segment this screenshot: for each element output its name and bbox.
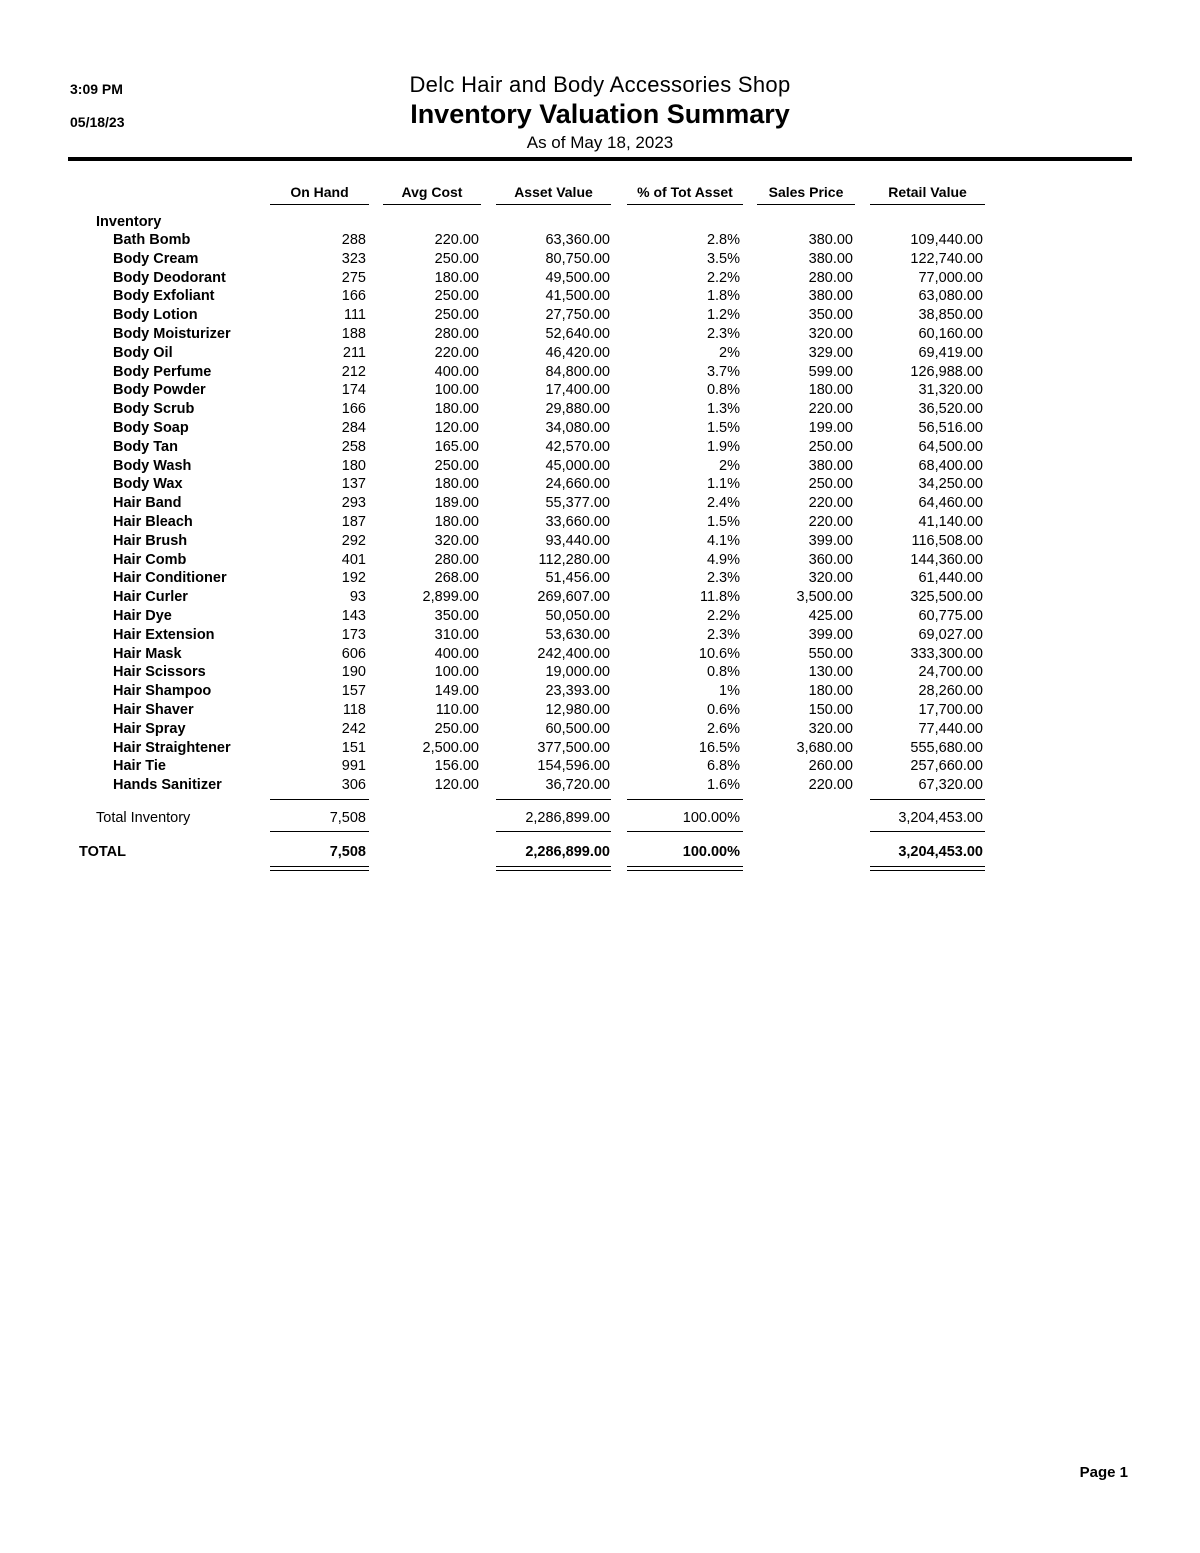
- item-avg-cost: 120.00: [434, 777, 479, 794]
- item-name: Hair Spray: [113, 720, 186, 737]
- item-name: Hair Bleach: [113, 514, 193, 530]
- item-sales-price: 199.00: [808, 420, 853, 436]
- item-asset-value: 50,050.00: [545, 608, 610, 624]
- item-name: Body Lotion: [113, 307, 198, 324]
- item-asset-value: 19,000.00: [545, 664, 610, 681]
- item-pct: 1.2%: [706, 307, 740, 324]
- subtotal-rule: [870, 799, 985, 800]
- item-pct: 4.9%: [706, 551, 740, 568]
- item-name: Hair Tie: [113, 758, 166, 775]
- item-on-hand: 242: [341, 720, 366, 737]
- item-pct: 1.9%: [706, 438, 740, 455]
- total-on-hand: 7,508: [329, 844, 366, 860]
- total-double-rule-bottom: [270, 870, 369, 871]
- subtotal-rule: [627, 799, 743, 800]
- item-on-hand: 401: [341, 551, 366, 568]
- item-avg-cost: 310.00: [434, 626, 479, 643]
- item-retail-value: 64,460.00: [918, 495, 983, 512]
- item-pct: 2.2%: [706, 269, 740, 286]
- item-name: Hair Extension: [113, 626, 215, 643]
- item-pct: 0.8%: [706, 664, 740, 681]
- company-name: Delc Hair and Body Accessories Shop: [409, 72, 791, 97]
- item-avg-cost: 268.00: [434, 570, 479, 587]
- item-name: Body Cream: [113, 250, 199, 267]
- item-name: Hair Mask: [113, 645, 182, 662]
- item-retail-value: 69,027.00: [918, 626, 983, 643]
- item-retail-value: 257,660.00: [910, 758, 983, 775]
- item-name: Hair Straightener: [113, 739, 231, 756]
- item-avg-cost: 250.00: [434, 307, 479, 324]
- item-retail-value: 144,360.00: [910, 551, 983, 568]
- item-retail-value: 60,775.00: [918, 608, 983, 624]
- item-asset-value: 93,440.00: [545, 532, 610, 549]
- item-asset-value: 27,750.00: [545, 307, 610, 324]
- item-retail-value: 77,000.00: [918, 269, 983, 286]
- item-asset-value: 45,000.00: [545, 457, 610, 474]
- item-avg-cost: 100.00: [434, 382, 479, 399]
- item-name: Hair Scissors: [113, 664, 206, 681]
- item-retail-value: 69,419.00: [918, 344, 983, 361]
- item-asset-value: 80,750.00: [545, 250, 610, 267]
- item-pct: 2.2%: [706, 608, 740, 624]
- item-name: Body Soap: [113, 420, 189, 436]
- item-pct: 2%: [719, 457, 740, 474]
- item-pct: 3.5%: [706, 250, 740, 267]
- item-asset-value: 60,500.00: [545, 720, 610, 737]
- total-pct: 100.00%: [682, 844, 740, 860]
- item-avg-cost: 156.00: [434, 758, 479, 775]
- item-name: Hair Curler: [113, 589, 188, 606]
- item-pct: 2.4%: [706, 495, 740, 512]
- subtotal-pct: 100.00%: [682, 810, 740, 826]
- item-retail-value: 122,740.00: [910, 250, 983, 267]
- item-on-hand: 173: [341, 626, 366, 643]
- item-sales-price: 280.00: [808, 269, 853, 286]
- item-asset-value: 36,720.00: [545, 777, 610, 794]
- item-retail-value: 63,080.00: [918, 288, 983, 305]
- subtotal-asset-value: 2,286,899.00: [525, 810, 610, 826]
- item-name: Body Moisturizer: [113, 326, 231, 342]
- total-double-rule-top: [870, 866, 985, 867]
- item-asset-value: 23,393.00: [545, 683, 610, 700]
- item-on-hand: 258: [341, 438, 366, 455]
- item-name: Hair Dye: [113, 608, 172, 624]
- item-avg-cost: 280.00: [434, 551, 479, 568]
- item-name: Body Oil: [113, 344, 173, 361]
- item-avg-cost: 120.00: [434, 420, 479, 436]
- item-on-hand: 187: [341, 514, 366, 530]
- item-pct: 3.7%: [706, 363, 740, 380]
- item-on-hand: 292: [341, 532, 366, 549]
- item-asset-value: 46,420.00: [545, 344, 610, 361]
- item-pct: 16.5%: [698, 739, 740, 756]
- column-header-underline: [870, 204, 985, 205]
- item-sales-price: 250.00: [808, 476, 853, 493]
- item-on-hand: 151: [341, 739, 366, 756]
- item-asset-value: 52,640.00: [545, 326, 610, 342]
- column-header-underline: [757, 204, 855, 205]
- item-name: Body Deodorant: [113, 269, 226, 286]
- item-asset-value: 269,607.00: [537, 589, 610, 606]
- item-name: Body Wax: [113, 476, 183, 493]
- item-avg-cost: 250.00: [434, 288, 479, 305]
- subtotal-retail-value: 3,204,453.00: [898, 810, 983, 826]
- item-pct: 4.1%: [706, 532, 740, 549]
- item-retail-value: 116,508.00: [911, 532, 983, 549]
- subtotal-rule: [270, 799, 369, 800]
- item-asset-value: 24,660.00: [545, 476, 610, 493]
- item-avg-cost: 2,899.00: [422, 589, 479, 606]
- item-sales-price: 130.00: [808, 664, 853, 681]
- item-pct: 1.5%: [706, 514, 740, 530]
- column-header-sales-price: Sales Price: [768, 184, 844, 200]
- item-name: Body Wash: [113, 457, 192, 474]
- item-sales-price: 3,500.00: [796, 589, 853, 606]
- item-asset-value: 154,596.00: [537, 758, 610, 775]
- item-pct: 2.3%: [706, 570, 740, 587]
- item-on-hand: 212: [341, 363, 366, 380]
- item-asset-value: 53,630.00: [545, 626, 610, 643]
- item-sales-price: 3,680.00: [796, 739, 853, 756]
- item-avg-cost: 189.00: [434, 495, 479, 512]
- total-double-rule-top: [270, 866, 369, 867]
- item-on-hand: 306: [341, 777, 366, 794]
- total-rule: [870, 831, 985, 832]
- item-on-hand: 143: [341, 608, 366, 624]
- item-pct: 10.6%: [698, 645, 740, 662]
- item-sales-price: 260.00: [808, 758, 853, 775]
- item-name: Body Exfoliant: [113, 288, 215, 305]
- item-sales-price: 320.00: [808, 326, 853, 342]
- item-retail-value: 555,680.00: [910, 739, 983, 756]
- item-on-hand: 166: [341, 288, 366, 305]
- item-sales-price: 220.00: [808, 401, 853, 418]
- item-avg-cost: 400.00: [434, 363, 479, 380]
- item-retail-value: 333,300.00: [910, 645, 983, 662]
- item-name: Hair Shaver: [113, 702, 194, 718]
- total-rule: [627, 831, 743, 832]
- item-avg-cost: 180.00: [434, 476, 479, 493]
- item-pct: 1.6%: [706, 777, 740, 794]
- item-on-hand: 606: [341, 645, 366, 662]
- item-pct: 1.3%: [706, 401, 740, 418]
- item-sales-price: 180.00: [808, 382, 853, 399]
- item-sales-price: 380.00: [808, 457, 853, 474]
- item-sales-price: 329.00: [808, 344, 853, 361]
- item-on-hand: 284: [341, 420, 366, 436]
- item-on-hand: 991: [341, 758, 366, 775]
- item-avg-cost: 110.00: [435, 702, 479, 718]
- item-retail-value: 34,250.00: [918, 476, 983, 493]
- item-sales-price: 399.00: [808, 626, 853, 643]
- total-double-rule-top: [496, 866, 611, 867]
- item-asset-value: 42,570.00: [545, 438, 610, 455]
- item-retail-value: 126,988.00: [910, 363, 983, 380]
- item-avg-cost: 220.00: [434, 344, 479, 361]
- item-asset-value: 29,880.00: [545, 401, 610, 418]
- report-title: Inventory Valuation Summary: [410, 99, 790, 129]
- item-pct: 2.8%: [706, 232, 740, 248]
- subtotal-rule: [496, 799, 611, 800]
- item-asset-value: 63,360.00: [545, 232, 610, 248]
- total-rule: [496, 831, 611, 832]
- item-asset-value: 51,456.00: [545, 570, 610, 587]
- column-header-underline: [270, 204, 369, 205]
- total-retail-value: 3,204,453.00: [898, 844, 983, 860]
- item-retail-value: 24,700.00: [918, 664, 983, 681]
- item-sales-price: 360.00: [808, 551, 853, 568]
- item-retail-value: 41,140.00: [918, 514, 983, 530]
- total-asset-value: 2,286,899.00: [525, 844, 610, 860]
- total-double-rule-bottom: [870, 870, 985, 871]
- item-on-hand: 190: [341, 664, 366, 681]
- column-header-on-hand: On Hand: [290, 184, 349, 200]
- subtotal-label: Total Inventory: [96, 810, 191, 826]
- item-on-hand: 188: [341, 326, 366, 342]
- report-date: 05/18/23: [70, 114, 125, 130]
- item-on-hand: 174: [341, 382, 366, 399]
- item-pct: 1.1%: [706, 476, 740, 493]
- item-on-hand: 166: [341, 401, 366, 418]
- item-pct: 1.5%: [706, 420, 740, 436]
- item-retail-value: 28,260.00: [918, 683, 983, 700]
- item-on-hand: 157: [341, 683, 366, 700]
- item-avg-cost: 280.00: [434, 326, 479, 342]
- report-time: 3:09 PM: [70, 81, 123, 97]
- item-name: Body Powder: [113, 382, 206, 399]
- item-name: Bath Bomb: [113, 232, 191, 248]
- item-avg-cost: 180.00: [434, 514, 479, 530]
- column-header-underline: [627, 204, 743, 205]
- item-asset-value: 242,400.00: [537, 645, 610, 662]
- total-double-rule-bottom: [627, 870, 743, 871]
- report-as-of: As of May 18, 2023: [526, 133, 674, 152]
- item-on-hand: 293: [341, 495, 366, 512]
- item-sales-price: 399.00: [808, 532, 853, 549]
- item-asset-value: 49,500.00: [545, 269, 610, 286]
- item-pct: 1.8%: [706, 288, 740, 305]
- item-name: Hair Conditioner: [113, 570, 227, 587]
- item-pct: 6.8%: [706, 758, 740, 775]
- item-retail-value: 17,700.00: [918, 702, 983, 718]
- item-sales-price: 180.00: [808, 683, 853, 700]
- item-avg-cost: 165.00: [434, 438, 479, 455]
- page-number: Page 1: [1079, 1464, 1128, 1481]
- total-rule: [270, 831, 369, 832]
- item-name: Hands Sanitizer: [113, 777, 222, 794]
- item-name: Hair Comb: [113, 551, 187, 568]
- item-sales-price: 220.00: [808, 514, 853, 530]
- item-sales-price: 380.00: [808, 250, 853, 267]
- item-on-hand: 288: [341, 232, 366, 248]
- item-avg-cost: 180.00: [434, 401, 479, 418]
- item-on-hand: 111: [343, 307, 366, 324]
- column-header-pct: % of Tot Asset: [637, 184, 733, 200]
- total-double-rule-top: [627, 866, 743, 867]
- section-label-inventory: Inventory: [96, 214, 162, 230]
- subtotal-on-hand: 7,508: [329, 810, 366, 826]
- item-avg-cost: 2,500.00: [422, 739, 479, 756]
- item-asset-value: 377,500.00: [537, 739, 610, 756]
- item-pct: 2.3%: [706, 326, 740, 342]
- item-sales-price: 150.00: [808, 702, 853, 718]
- item-pct: 2.3%: [706, 626, 740, 643]
- item-name: Hair Shampoo: [113, 683, 212, 700]
- item-avg-cost: 250.00: [434, 720, 479, 737]
- item-retail-value: 109,440.00: [910, 232, 983, 248]
- item-pct: 0.6%: [706, 702, 740, 718]
- column-header-underline: [496, 204, 611, 205]
- item-sales-price: 550.00: [808, 645, 853, 662]
- item-on-hand: 211: [342, 344, 366, 361]
- item-pct: 2.6%: [706, 720, 740, 737]
- item-retail-value: 31,320.00: [918, 382, 983, 399]
- item-on-hand: 137: [341, 476, 366, 493]
- item-asset-value: 41,500.00: [545, 288, 610, 305]
- item-retail-value: 67,320.00: [918, 777, 983, 794]
- item-avg-cost: 100.00: [434, 664, 479, 681]
- item-on-hand: 323: [341, 250, 366, 267]
- item-on-hand: 118: [342, 702, 366, 718]
- item-retail-value: 68,400.00: [918, 457, 983, 474]
- item-asset-value: 12,980.00: [545, 702, 610, 718]
- item-name: Hair Brush: [113, 532, 188, 549]
- item-sales-price: 220.00: [808, 777, 853, 794]
- item-sales-price: 425.00: [808, 608, 853, 624]
- item-avg-cost: 180.00: [434, 269, 479, 286]
- item-asset-value: 112,280.00: [538, 551, 610, 568]
- item-on-hand: 93: [349, 589, 366, 606]
- item-retail-value: 36,520.00: [918, 401, 983, 418]
- column-header-asset-value: Asset Value: [514, 184, 593, 200]
- item-sales-price: 320.00: [808, 570, 853, 587]
- item-asset-value: 55,377.00: [545, 495, 610, 512]
- item-sales-price: 599.00: [808, 363, 853, 380]
- column-header-retail-value: Retail Value: [888, 184, 967, 200]
- item-pct: 11.8%: [699, 589, 740, 606]
- item-asset-value: 34,080.00: [545, 420, 610, 436]
- item-name: Body Tan: [113, 438, 178, 455]
- item-retail-value: 61,440.00: [918, 570, 983, 587]
- item-asset-value: 17,400.00: [545, 382, 610, 399]
- item-retail-value: 64,500.00: [918, 438, 983, 455]
- item-sales-price: 380.00: [808, 288, 853, 305]
- item-name: Hair Band: [113, 495, 182, 512]
- item-avg-cost: 250.00: [434, 250, 479, 267]
- item-pct: 0.8%: [706, 382, 740, 399]
- item-on-hand: 180: [341, 457, 366, 474]
- item-avg-cost: 350.00: [434, 608, 479, 624]
- item-retail-value: 77,440.00: [918, 720, 983, 737]
- item-retail-value: 38,850.00: [918, 307, 983, 324]
- column-header-underline: [383, 204, 481, 205]
- item-avg-cost: 320.00: [434, 532, 479, 549]
- item-avg-cost: 149.00: [434, 683, 479, 700]
- item-sales-price: 250.00: [808, 438, 853, 455]
- item-on-hand: 275: [341, 269, 366, 286]
- item-sales-price: 350.00: [808, 307, 853, 324]
- item-sales-price: 320.00: [808, 720, 853, 737]
- item-asset-value: 33,660.00: [545, 514, 610, 530]
- item-retail-value: 56,516.00: [918, 420, 983, 436]
- item-retail-value: 60,160.00: [918, 326, 983, 342]
- item-avg-cost: 400.00: [434, 645, 479, 662]
- column-header-avg-cost: Avg Cost: [401, 184, 463, 200]
- total-label: TOTAL: [79, 844, 126, 860]
- header-rule: [68, 157, 1132, 161]
- item-asset-value: 84,800.00: [545, 363, 610, 380]
- item-avg-cost: 220.00: [434, 232, 479, 248]
- item-avg-cost: 250.00: [434, 457, 479, 474]
- item-sales-price: 220.00: [808, 495, 853, 512]
- item-pct: 1%: [719, 683, 740, 700]
- item-name: Body Scrub: [113, 401, 195, 418]
- item-sales-price: 380.00: [808, 232, 853, 248]
- item-pct: 2%: [719, 344, 740, 361]
- total-double-rule-bottom: [496, 870, 611, 871]
- item-on-hand: 192: [341, 570, 366, 587]
- item-name: Body Perfume: [113, 363, 212, 380]
- item-retail-value: 325,500.00: [910, 589, 983, 606]
